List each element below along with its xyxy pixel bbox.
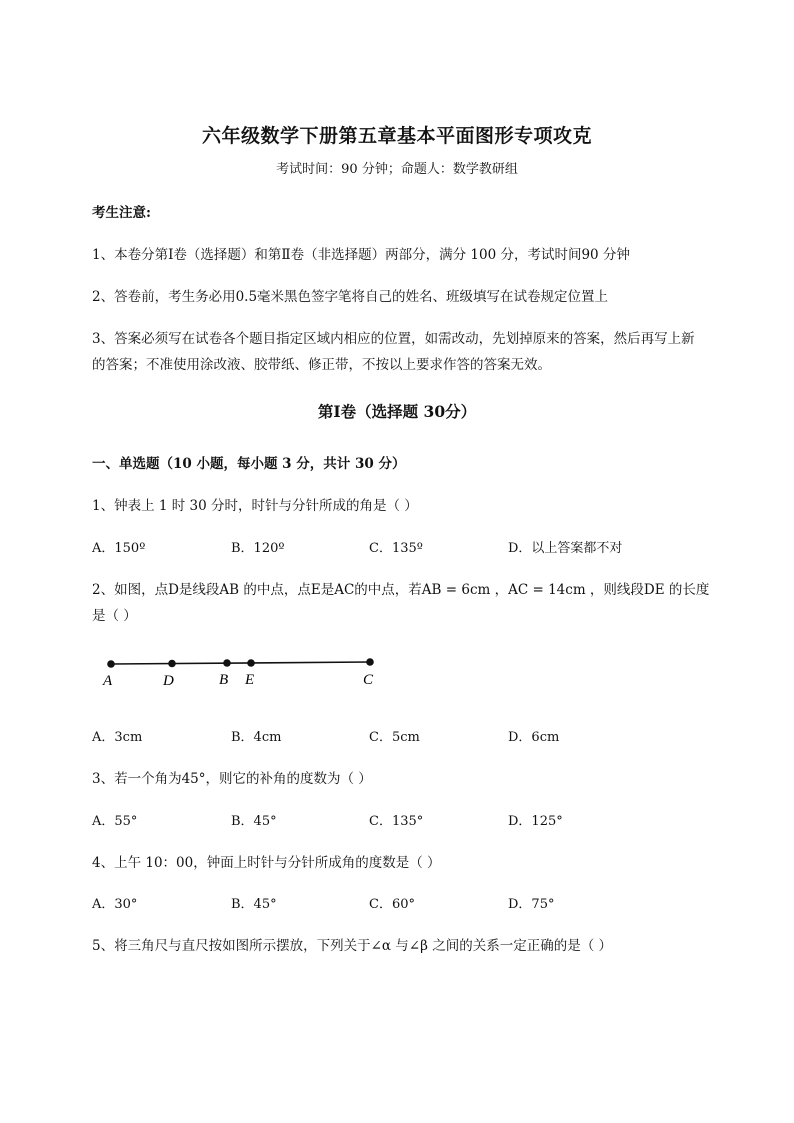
question-2-option-c: C．5cm	[369, 730, 420, 745]
point-d-label: D	[163, 673, 174, 689]
question-1-option-d: D．以上答案都不对	[508, 541, 623, 556]
question-1-option-a: A．150º	[92, 541, 146, 556]
notice-item-3-cont: 的答案；不准使用涂改液、胶带纸、修正带，不按以上要求作答的答案无效。	[92, 357, 551, 373]
question-4-option-d: D．75°	[508, 897, 555, 912]
question-2-stem: 2、如图，点D是线段AB 的中点，点E是AC的中点，若AB = 6cm ，AC = 14cm ，则线段DE 的长度	[92, 582, 710, 598]
notice-item-3: 3、答案必须写在试卷各个题目指定区域内相应的位置，如需改动，先划掉原来的答案，然后再写上新	[92, 331, 695, 347]
question-2-option-d: D．6cm	[508, 730, 560, 745]
question-2-option-a: A．3cm	[92, 730, 143, 745]
point-a-dot	[107, 660, 115, 668]
question-1-option-b: B．120º	[231, 541, 285, 556]
question-4-option-b: B．45°	[231, 897, 277, 912]
question-3-option-a: A．55°	[92, 814, 138, 829]
question-2-option-b: B．4cm	[231, 730, 282, 745]
point-b-label: B	[219, 672, 229, 688]
question-3-option-c: C．135°	[369, 814, 424, 829]
point-e-dot	[247, 659, 255, 667]
question-1-option-c: C．135º	[369, 541, 423, 556]
point-c-label: C	[363, 672, 374, 688]
question-4-option-a: A．30°	[92, 897, 138, 912]
point-e-label: E	[245, 672, 255, 688]
line-segment-diagram	[96, 650, 396, 695]
point-a-label: A	[103, 673, 113, 689]
segment-ac-line	[111, 662, 370, 664]
question-4-stem: 4、上午 10：00，钟面上时针与分针所成角的度数是（ ）	[92, 855, 441, 871]
notice-item-1: 1、本卷分第Ⅰ卷（选择题）和第Ⅱ卷（非选择题）两部分，满分 100 分，考试时间90 分钟	[92, 247, 630, 263]
point-c-dot	[366, 658, 374, 666]
question-3-option-b: B．45°	[231, 814, 277, 829]
notice-item-2: 2、答卷前，考生务必用0.5毫米黑色签字笔将自己的姓名、班级填写在试卷规定位置上	[92, 289, 609, 305]
section-title: 第Ⅰ卷（选择题 30分）	[317, 402, 477, 421]
question-3-stem: 3、若一个角为45°，则它的补角的度数为（ ）	[92, 771, 372, 787]
point-d-dot	[168, 660, 176, 668]
question-3-option-d: D．125°	[508, 814, 563, 829]
part-heading: 一、单选题（10 小题，每小题 3 分，共计 30 分）	[92, 456, 406, 472]
point-b-dot	[223, 659, 231, 667]
notice-heading: 考生注意:	[92, 205, 151, 221]
page-title: 六年级数学下册第五章基本平面图形专项攻克	[201, 125, 592, 147]
question-2-stem-cont: 是（ ）	[92, 608, 137, 624]
question-4-option-c: C．60°	[369, 897, 415, 912]
question-5-stem: 5、将三角尺与直尺按如图所示摆放，下列关于∠α 与∠β 之间的关系一定正确的是（ ）	[92, 938, 613, 954]
question-1-stem: 1、钟表上 1 时 30 分时，时针与分针所成的角是（ ）	[92, 498, 418, 514]
page-subtitle: 考试时间：90 分钟；命题人：数学教研组	[276, 162, 518, 177]
